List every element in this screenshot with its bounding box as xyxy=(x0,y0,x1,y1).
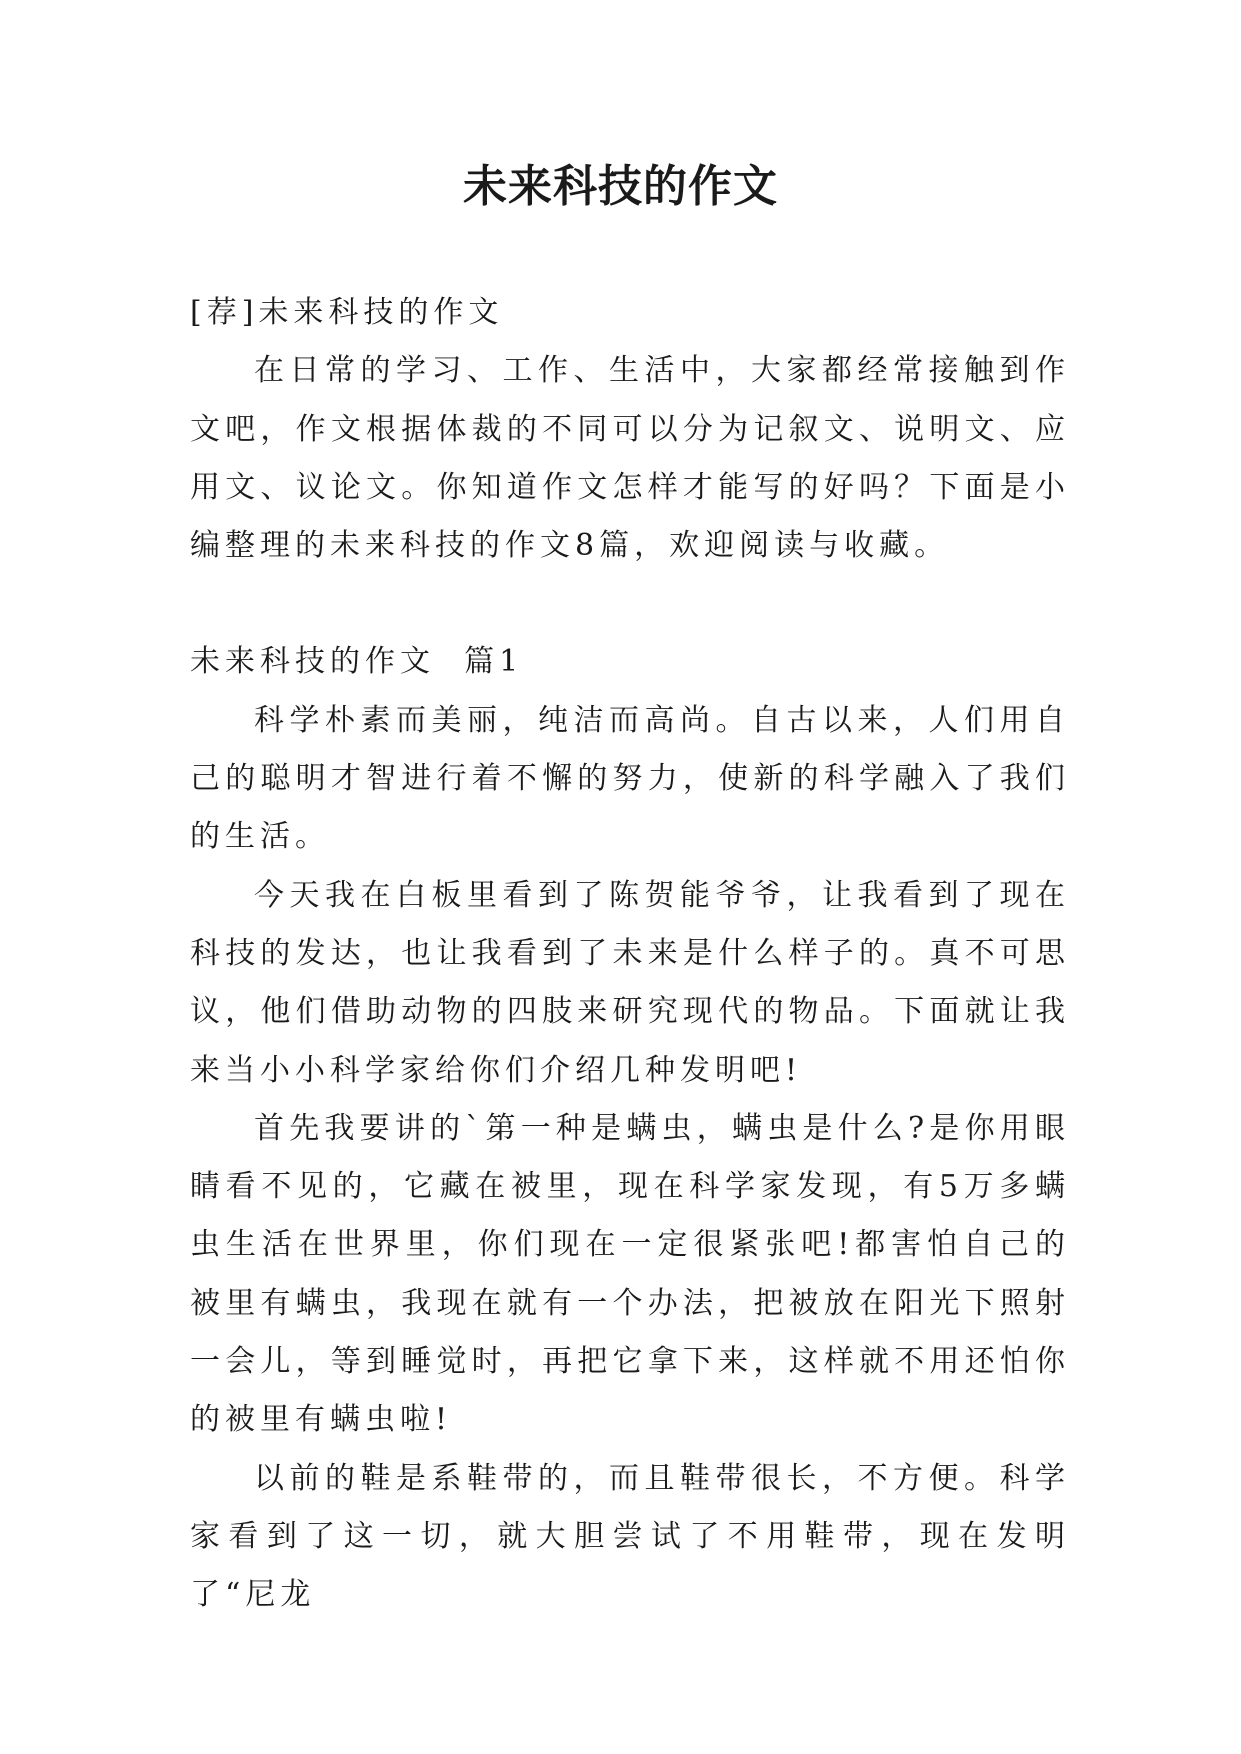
body-paragraph: 科学朴素而美丽，纯洁而高尚。自古以来，人们用自己的聪明才智进行着不懈的努力，使新的科学融入了我们的生活。 xyxy=(190,702,1070,855)
document-body xyxy=(190,284,1070,1625)
intro-paragraph: 在日常的学习、工作、生活中，大家都经常接触到作文吧，作文根据体裁的不同可以分为记叙文、说明文、应用文、议论文。你知道作文怎样才能写的好吗？下面是小编整理的未来科技的作文8篇，欢迎阅读与收藏。 xyxy=(190,353,1070,564)
section-heading: 未来科技的作文 篇1 xyxy=(190,644,524,680)
document-title: 未来科技的作文 xyxy=(463,161,778,212)
section-spacer xyxy=(190,575,1070,633)
document-subtitle: [荐]未来科技的作文 xyxy=(190,295,504,330)
body-paragraph: 以前的鞋是系鞋带的，而且鞋带很长，不方便。科学家看到了这一切，就大胆尝试了不用鞋带，现在发明了“尼龙 xyxy=(190,1460,1070,1613)
body-paragraph: 今天我在白板里看到了陈贺能爷爷，让我看到了现在科技的发达，也让我看到了未来是什么样子的。真不可思议，他们借助动物的四肢来研究现代的物品。下面就让我来当小小科学家给你们介绍几种发明吧! xyxy=(190,877,1070,1088)
body-paragraph: 首先我要讲的`第一种是螨虫，螨虫是什么?是你用眼睛看不见的，它藏在被里，现在科学家发现，有5万多螨虫生活在世界里，你们现在一定很紧张吧!都害怕自己的被里有螨虫，我现在就有一个办法，把被放在阳光下照射一会儿，等到睡觉时，再把它拿下来，这样就不用还怕你的被里有螨虫啦! xyxy=(190,1110,1070,1438)
